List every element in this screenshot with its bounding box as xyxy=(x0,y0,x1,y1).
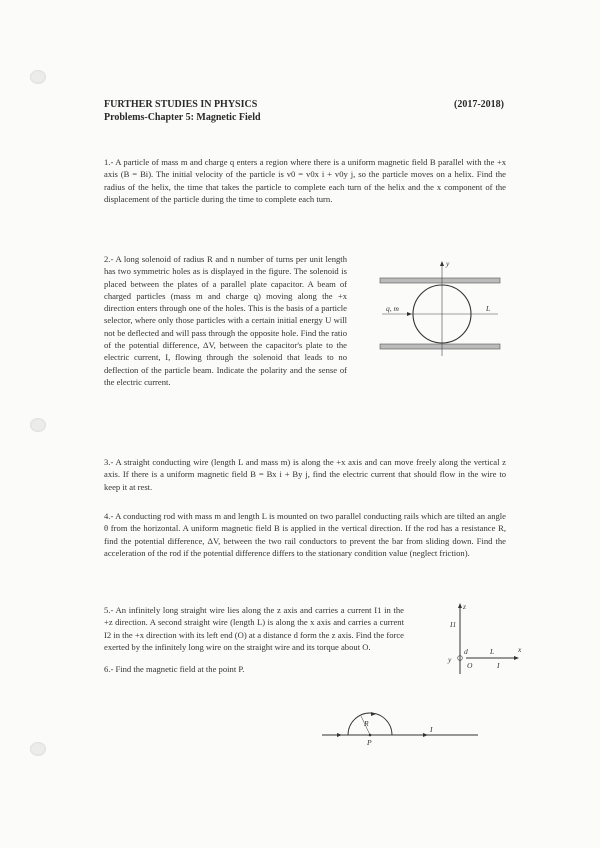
y-arrow-head xyxy=(440,261,444,266)
problem-6: 6.- Find the magnetic field at the point P. xyxy=(104,664,245,674)
problem-4: 4.- A conducting rod with mass m and length L is mounted on two parallel conducting rails which are tilted an angle θ from the horizontal. A uniform magnetic field B is applied in the vertical direction. If the rod has a resistance R, find the potential difference, ΔV, between the two rail conductors to prevent the bar from sliding down. Find the acceleration of the rod if the potential difference differs to the stationary condition value (neglect friction). xyxy=(104,511,506,558)
label-x: x xyxy=(518,645,522,654)
arrow-left xyxy=(337,733,342,737)
label-d: d xyxy=(464,647,468,656)
figure-solenoid-capacitor xyxy=(352,258,502,358)
label-O: O xyxy=(467,661,473,670)
arrow-arc xyxy=(371,712,376,716)
problem-3: 3.- A straight conducting wire (length L and mass m) is along the +x axis and can move freely along the vertical z axis. If there is a uniform magnetic field B = Bx i + By j, find the electric current that should flow in the wire to keep it at rest. xyxy=(104,457,506,492)
label-I: I xyxy=(497,661,500,670)
problem-1: 1.- A particle of mass m and charge q enters a region where there is a uniform magnetic field B parallel with the +x axis (B = Bi). The initial velocity of the particle is v0 = v0x i + v0y j, so the particle moves on a helix. Find the radius of the helix, the time that takes the particle to complete each turn of the helix and the x component of the displacement of the particle during the time to complete each turn. xyxy=(104,157,506,204)
problem-5: 5.- An infinitely long straight wire lies along the z axis and carries a current I1 in the +z direction. A second straight wire (length L) is along the x axis and carries a current I2 in the +x direction with its left end (O) at a distance d form the z axis. Find the force exerted by the infinitely long wire on the straight wire and its torque about O. xyxy=(104,605,404,652)
chapter-title: Problems-Chapter 5: Magnetic Field xyxy=(104,112,261,123)
point-P xyxy=(369,734,372,737)
course-title: FURTHER STUDIES IN PHYSICS xyxy=(104,99,258,110)
label-y: y xyxy=(448,655,452,664)
arrow-right xyxy=(423,733,428,737)
label-I1: I1 xyxy=(450,620,457,629)
label-y: y xyxy=(446,259,450,268)
label-P: P xyxy=(367,738,372,747)
punch-hole-bottom xyxy=(30,742,46,756)
semicircle-wire xyxy=(348,713,392,735)
problem-2: 2.- A long solenoid of radius R and n number of turns per unit length has two symmetric holes as is displayed in the figure. The solenoid is placed between the plates of a parallel plate capacitor. A beam of charged particles (mass m and charge q) moving along the +x direction enters through one of the holes. This is the basis of a particle selector, where only those particles with a certain initial energy U will not be deflected and will pass through the opposite hole. Find the ratio of the potential difference, ΔV, between the capacitor's plate to the electric current, I, flowing through the solenoid that leads to no deflection of the particle beam. Indicate the polarity and the sense of the electric current. xyxy=(104,254,347,387)
z-arrow-head xyxy=(458,603,462,608)
figure-wires xyxy=(420,600,520,680)
punch-hole-middle xyxy=(30,418,46,432)
capacitor-plate-top xyxy=(380,278,500,283)
beam-arrow-head xyxy=(407,312,412,316)
label-R: R xyxy=(364,719,369,728)
label-L: L xyxy=(486,304,491,313)
capacitor-plate-bottom xyxy=(380,344,500,349)
academic-year: (2017-2018) xyxy=(454,99,504,110)
figure-semicircle xyxy=(320,700,480,750)
document-header xyxy=(104,98,504,124)
label-I: I xyxy=(430,725,433,734)
label-qm: q, m xyxy=(386,304,399,313)
x-arrow-head xyxy=(514,656,519,660)
punch-hole-top xyxy=(30,70,46,84)
label-L: L xyxy=(490,647,495,656)
label-z: z xyxy=(463,602,466,611)
